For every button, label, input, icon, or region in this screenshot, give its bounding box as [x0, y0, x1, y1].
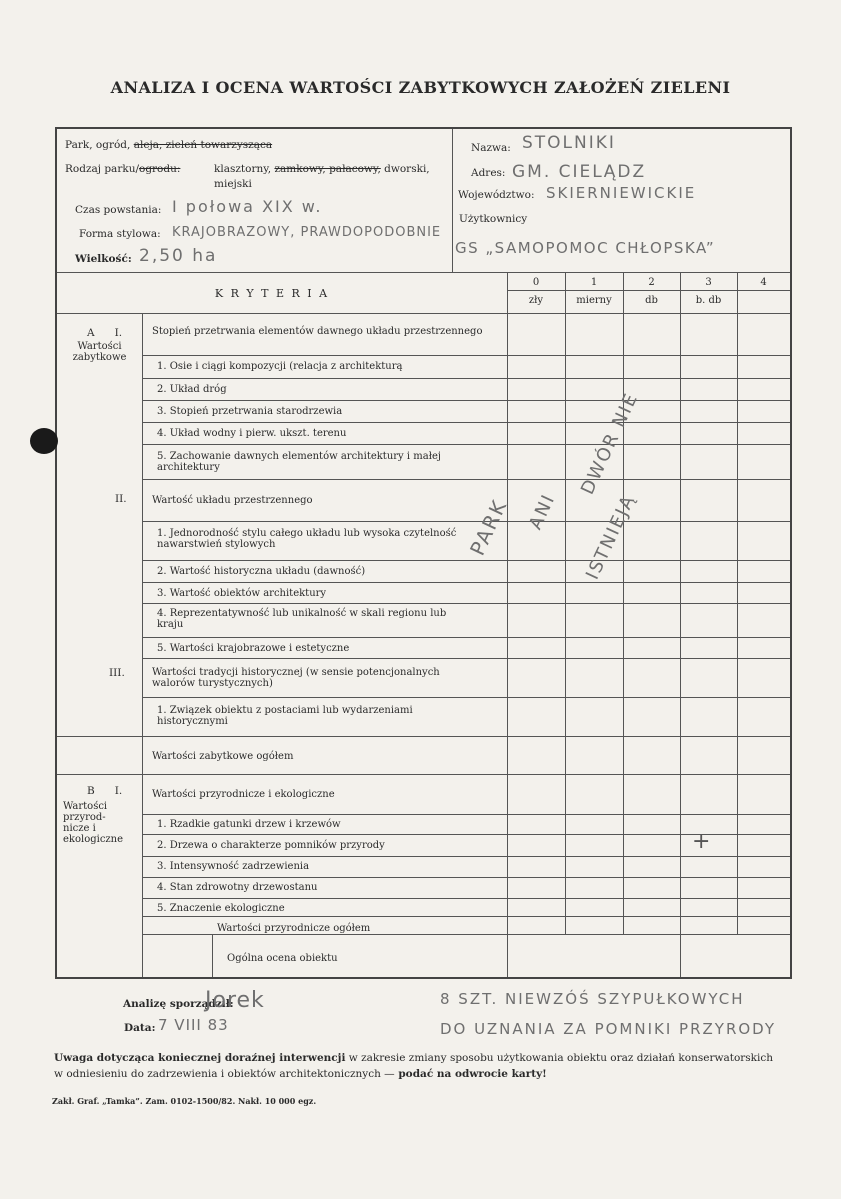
row-line — [57, 774, 790, 775]
score-col-1-label: mierny — [576, 295, 612, 306]
kryteria-label: K R Y T E R I A — [214, 287, 330, 300]
a1-item-4: 4. Układ wodny i pierw. ukszt. terenu — [157, 428, 347, 439]
date-value: 7 VIII 83 — [158, 1016, 229, 1034]
a1-item-1: 1. Osie i ciągi kompozycji (relacja z architekturą — [157, 361, 403, 372]
score-col-2-num: 2 — [648, 277, 655, 288]
row-line — [142, 898, 790, 899]
note-line-1: 8 SZT. NIEWZÓŚ SZYPUŁKOWYCH — [440, 990, 745, 1008]
uzytkownicy-value: GS „SAMOPOMOC CHŁOPSKA” — [455, 239, 716, 257]
park-type-line: Park, ogród, aleja, zieleń towarzysząca — [65, 139, 273, 151]
a3-head: Wartości tradycji historycznej (w sensie potencjonalnych walorów turystycznych) — [152, 667, 440, 689]
section-a2-label: II. — [115, 493, 127, 505]
row-line — [142, 582, 790, 583]
section-a3-label: III. — [109, 667, 125, 679]
row-line — [142, 355, 790, 356]
czas-label: Czas powstania: — [75, 204, 162, 216]
handwritten-istnieja: ISTNIEJĄ — [582, 491, 640, 583]
a-total: Wartości zabytkowe ogółem — [152, 751, 294, 762]
uwaga-note: Uwaga dotycząca koniecznej doraźnej interwencji w zakresie zmiany sposobu użytkowania obiektu oraz działań konserwatorskich w odniesieniu do zadrzewienia i obiektów architektonicznych — podać na odwrocie karty! — [54, 1052, 774, 1080]
b-total: Wartości przyrodnicze ogółem — [217, 923, 371, 934]
a1-head: Stopień przetrwania elementów dawnego układu przestrzennego — [152, 326, 483, 337]
row-line — [142, 521, 790, 522]
rodzaj-options-miejski: miejski — [214, 178, 252, 190]
overall-label: Ogólna ocena obiektu — [227, 953, 338, 964]
row-line — [142, 814, 790, 815]
page-title: ANALIZA I OCENA WARTOŚCI ZABYTKOWYCH ZAŁOŻEŃ ZIELENI — [110, 78, 731, 97]
a2-item-2: 2. Wartość historyczna układu (dawność) — [157, 566, 366, 577]
row-line — [142, 637, 790, 638]
a3-item-1: 1. Związek obiektu z postaciami lub wydarzeniami historycznymi — [157, 705, 413, 727]
b1-item-4: 4. Stan zdrowotny drzewostanu — [157, 882, 318, 893]
b1-item-5: 5. Znaczenie ekologiczne — [157, 903, 285, 914]
score-header-divider — [507, 290, 790, 291]
row-line — [142, 444, 790, 445]
row-line — [57, 736, 790, 737]
row-line — [142, 934, 790, 935]
section-b-sub: Wartości przyrod- nicze i ekologiczne — [63, 801, 124, 845]
handwritten-ani: ANI — [525, 490, 560, 533]
a2-head: Wartość układu przestrzennego — [152, 495, 313, 506]
row-line — [142, 378, 790, 379]
score-col-0-label: zły — [528, 295, 544, 306]
print-info: Zakł. Graf. „Tamka”. Zam. 0102-1500/82. Nakł. 10 000 egz. — [52, 1096, 317, 1106]
kryteria-row-divider — [57, 313, 790, 314]
wielkosc-value: 2,50 ha — [139, 246, 218, 266]
wielkosc-label: Wielkość: — [75, 253, 132, 265]
a2-item-3: 3. Wartość obiektów architektury — [157, 588, 327, 599]
row-line — [142, 877, 790, 878]
ink-blot — [30, 428, 58, 454]
overall-left-divider — [212, 934, 213, 977]
analize-label: Analizę sporządził: — [123, 998, 234, 1010]
wojewodztwo-value: SKIERNIEWICKIE — [546, 184, 697, 202]
a2-item-1: 1. Jednorodność stylu całego układu lub wysoka czytelność nawarstwień stylowych — [157, 528, 457, 550]
row-line — [142, 560, 790, 561]
a1-item-2: 2. Układ dróg — [157, 384, 227, 395]
czas-value: I połowa XIX w. — [172, 197, 323, 216]
nazwa-value: STOLNIKI — [522, 133, 616, 153]
section-b-label: B I. — [87, 785, 123, 797]
handwritten-park: PARK — [465, 495, 512, 560]
a1-item-3: 3. Stopień przetrwania starodrzewia — [157, 406, 343, 417]
wojewodztwo-label: Województwo: — [458, 189, 535, 201]
b1-item-1: 1. Rzadkie gatunki drzew i krzewów — [157, 819, 341, 830]
a2-item-4: 4. Reprezentatywność lub unikalność w skali regionu lub kraju — [157, 608, 447, 630]
row-line — [142, 479, 790, 480]
rodzaj-options: klasztorny, zamkowy, pałacowy, dworski, — [214, 163, 430, 175]
plus-mark: + — [692, 829, 713, 854]
section-a-label: A I. — [87, 327, 123, 339]
score-col-3-label: b. db — [695, 295, 722, 306]
a1-item-5: 5. Zachowanie dawnych elementów architektury i małej architektury — [157, 451, 441, 473]
adres-value: GM. CIELĄDZ — [512, 162, 647, 182]
section-a-sub: Wartości zabytkowe — [72, 341, 127, 363]
row-line — [142, 697, 790, 698]
b1-head: Wartości przyrodnicze i ekologiczne — [152, 789, 335, 800]
score-col-1-num: 1 — [590, 277, 598, 288]
score-col-3-num: 3 — [705, 277, 712, 288]
row-line — [142, 856, 790, 857]
row-line — [142, 658, 790, 659]
forma-value: KRAJOBRAZOWY, PRAWDOPODOBNIE — [172, 225, 442, 240]
b1-item-2: 2. Drzewa o charakterze pomników przyrody — [157, 840, 385, 851]
adres-label: Adres: — [471, 167, 506, 179]
signature: Jorek — [205, 988, 265, 1013]
score-col-2-label: db — [645, 295, 658, 306]
rodzaj-line: Rodzaj parku/ogrodu: — [65, 163, 181, 175]
note-line-2: DO UZNANIA ZA POMNIKI PRZYRODY — [440, 1020, 777, 1038]
a2-item-5: 5. Wartości krajobrazowe i estetyczne — [157, 643, 350, 654]
forma-label: Forma stylowa: — [79, 228, 161, 240]
row-line — [142, 400, 790, 401]
uzytkownicy-label: Użytkownicy — [459, 213, 528, 225]
row-line — [142, 603, 790, 604]
handwritten-dwor-nie: DWÓR NIE — [577, 389, 643, 498]
nazwa-label: Nazwa: — [471, 142, 511, 154]
data-label: Data: — [124, 1022, 156, 1034]
header-vertical-divider — [452, 129, 453, 272]
evaluation-form — [55, 127, 792, 979]
row-line — [142, 916, 790, 917]
score-col-0-num: 0 — [532, 277, 540, 288]
row-line — [142, 422, 790, 423]
b1-item-3: 3. Intensywność zadrzewienia — [157, 861, 310, 872]
score-col-4-num: 4 — [760, 277, 767, 288]
